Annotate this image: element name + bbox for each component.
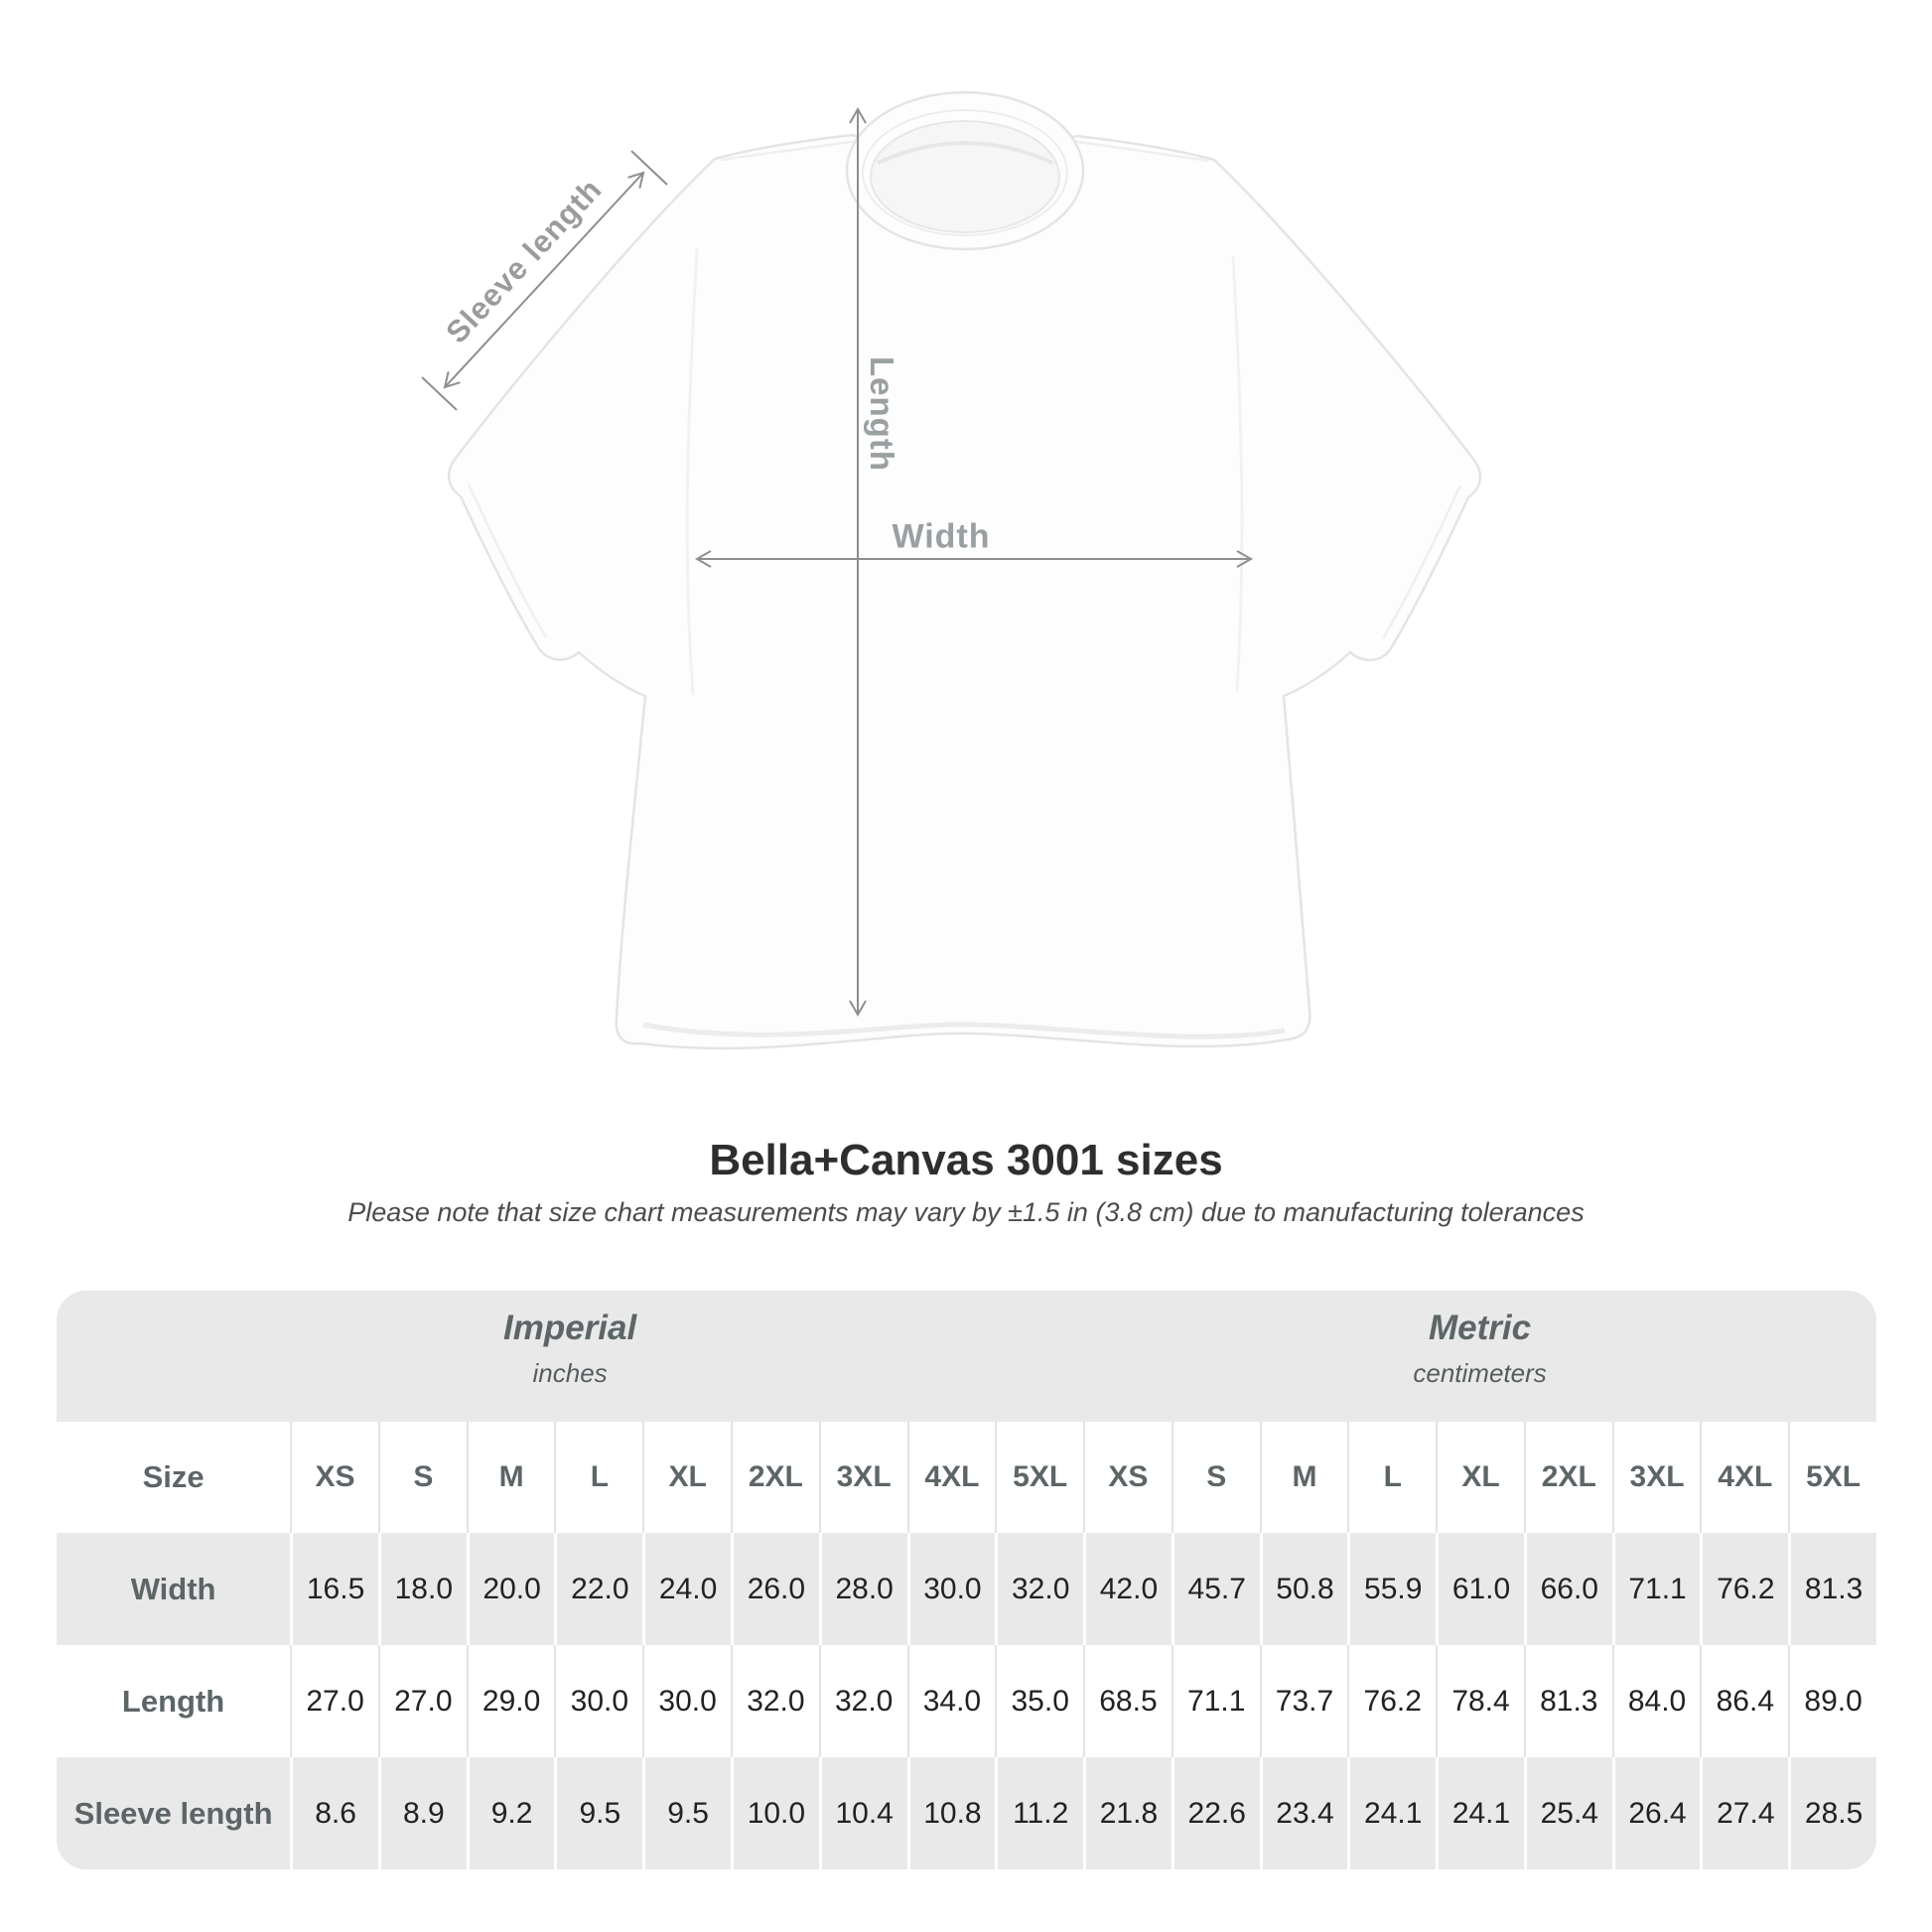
tshirt-body	[449, 135, 1480, 1048]
value-cell: 45.7	[1172, 1533, 1260, 1645]
value-cell: 68.5	[1083, 1645, 1172, 1757]
sleeve-arrow-cap-bottom	[422, 377, 457, 410]
value-cell: 8.6	[290, 1757, 378, 1869]
size-cell: 2XL	[1524, 1422, 1612, 1533]
size-cell: XS	[290, 1422, 378, 1533]
value-cell: 66.0	[1524, 1533, 1612, 1645]
value-cell: 81.3	[1524, 1645, 1612, 1757]
value-cell: 24.1	[1436, 1757, 1524, 1869]
value-cell: 32.0	[995, 1533, 1083, 1645]
size-cell: 2XL	[731, 1422, 819, 1533]
value-cell: 18.0	[378, 1533, 467, 1645]
size-cell: XL	[642, 1422, 731, 1533]
size-cell: 5XL	[1788, 1422, 1876, 1533]
size-table-card	[57, 1291, 1876, 1869]
sleeve-length-label: Sleeve length	[439, 171, 610, 350]
value-cell: 30.0	[907, 1533, 996, 1645]
units-band	[57, 1291, 1876, 1422]
page-title: Bella+Canvas 3001 sizes	[709, 1136, 1223, 1184]
value-cell: 26.4	[1612, 1757, 1701, 1869]
measurement-row	[57, 1757, 1876, 1869]
value-cell: 22.0	[554, 1533, 642, 1645]
value-cell: 23.4	[1260, 1757, 1348, 1869]
width-label: Width	[892, 517, 991, 556]
size-column-header: Size	[142, 1459, 205, 1494]
size-cell: L	[554, 1422, 642, 1533]
row-label: Sleeve length	[73, 1795, 273, 1831]
measurement-row	[57, 1645, 1876, 1757]
value-cell: 28.5	[1788, 1757, 1876, 1869]
value-cell: 73.7	[1260, 1645, 1348, 1757]
value-cell: 34.0	[907, 1645, 996, 1757]
value-cell: 20.0	[467, 1533, 555, 1645]
tolerance-note: Please note that size chart measurements may vary by ±1.5 in (3.8 cm) due to manufacturing tolerances	[347, 1197, 1585, 1227]
value-cell: 24.1	[1347, 1757, 1436, 1869]
size-cell: 3XL	[1612, 1422, 1701, 1533]
value-cell: 10.4	[819, 1757, 907, 1869]
value-cell: 42.0	[1083, 1533, 1172, 1645]
value-cell: 8.9	[378, 1757, 467, 1869]
value-cell: 86.4	[1700, 1645, 1788, 1757]
value-cell: 71.1	[1172, 1645, 1260, 1757]
measurement-row	[57, 1533, 1876, 1645]
value-cell: 76.2	[1700, 1533, 1788, 1645]
size-cell: 5XL	[995, 1422, 1083, 1533]
size-grid	[57, 1422, 1876, 1869]
value-cell: 61.0	[1436, 1533, 1524, 1645]
size-cell: 4XL	[907, 1422, 996, 1533]
value-cell: 24.0	[642, 1533, 731, 1645]
metric-unit-label: centimeters	[1413, 1358, 1547, 1388]
value-cell: 81.3	[1788, 1533, 1876, 1645]
size-cell: XS	[1083, 1422, 1172, 1533]
value-cell: 25.4	[1524, 1757, 1612, 1869]
value-cell: 9.5	[554, 1757, 642, 1869]
value-cell: 27.4	[1700, 1757, 1788, 1869]
imperial-header	[57, 1291, 1083, 1422]
value-cell: 11.2	[995, 1757, 1083, 1869]
value-cell: 78.4	[1436, 1645, 1524, 1757]
value-cell: 55.9	[1347, 1533, 1436, 1645]
size-grid-body	[57, 1422, 1876, 1869]
value-cell: 27.0	[290, 1645, 378, 1757]
value-cell: 84.0	[1612, 1645, 1701, 1757]
value-cell: 10.8	[907, 1757, 996, 1869]
size-header-row	[57, 1422, 1876, 1533]
row-label: Width	[130, 1571, 216, 1606]
value-cell: 71.1	[1612, 1533, 1701, 1645]
value-cell: 76.2	[1347, 1645, 1436, 1757]
value-cell: 28.0	[819, 1533, 907, 1645]
value-cell: 50.8	[1260, 1533, 1348, 1645]
metric-header	[1083, 1291, 1876, 1422]
value-cell: 27.0	[378, 1645, 467, 1757]
length-label: Length	[864, 356, 900, 472]
size-cell: M	[467, 1422, 555, 1533]
imperial-label: Imperial	[502, 1309, 637, 1347]
value-cell: 35.0	[995, 1645, 1083, 1757]
value-cell: 32.0	[731, 1645, 819, 1757]
value-cell: 32.0	[819, 1645, 907, 1757]
value-cell: 26.0	[731, 1533, 819, 1645]
value-cell: 21.8	[1083, 1757, 1172, 1869]
size-cell: 3XL	[819, 1422, 907, 1533]
value-cell: 9.2	[467, 1757, 555, 1869]
size-cell: S	[1172, 1422, 1260, 1533]
imperial-unit-label: inches	[532, 1358, 608, 1388]
size-cell: 4XL	[1700, 1422, 1788, 1533]
value-cell: 16.5	[290, 1533, 378, 1645]
metric-label: Metric	[1429, 1309, 1532, 1347]
value-cell: 22.6	[1172, 1757, 1260, 1869]
value-cell: 30.0	[554, 1645, 642, 1757]
size-cell: XL	[1436, 1422, 1524, 1533]
value-cell: 30.0	[642, 1645, 731, 1757]
row-label: Length	[121, 1683, 225, 1719]
tshirt-collar	[847, 92, 1083, 249]
value-cell: 9.5	[642, 1757, 731, 1869]
value-cell: 29.0	[467, 1645, 555, 1757]
size-cell: L	[1347, 1422, 1436, 1533]
value-cell: 10.0	[731, 1757, 819, 1869]
value-cell: 89.0	[1788, 1645, 1876, 1757]
size-cell: S	[378, 1422, 467, 1533]
size-cell: M	[1260, 1422, 1348, 1533]
